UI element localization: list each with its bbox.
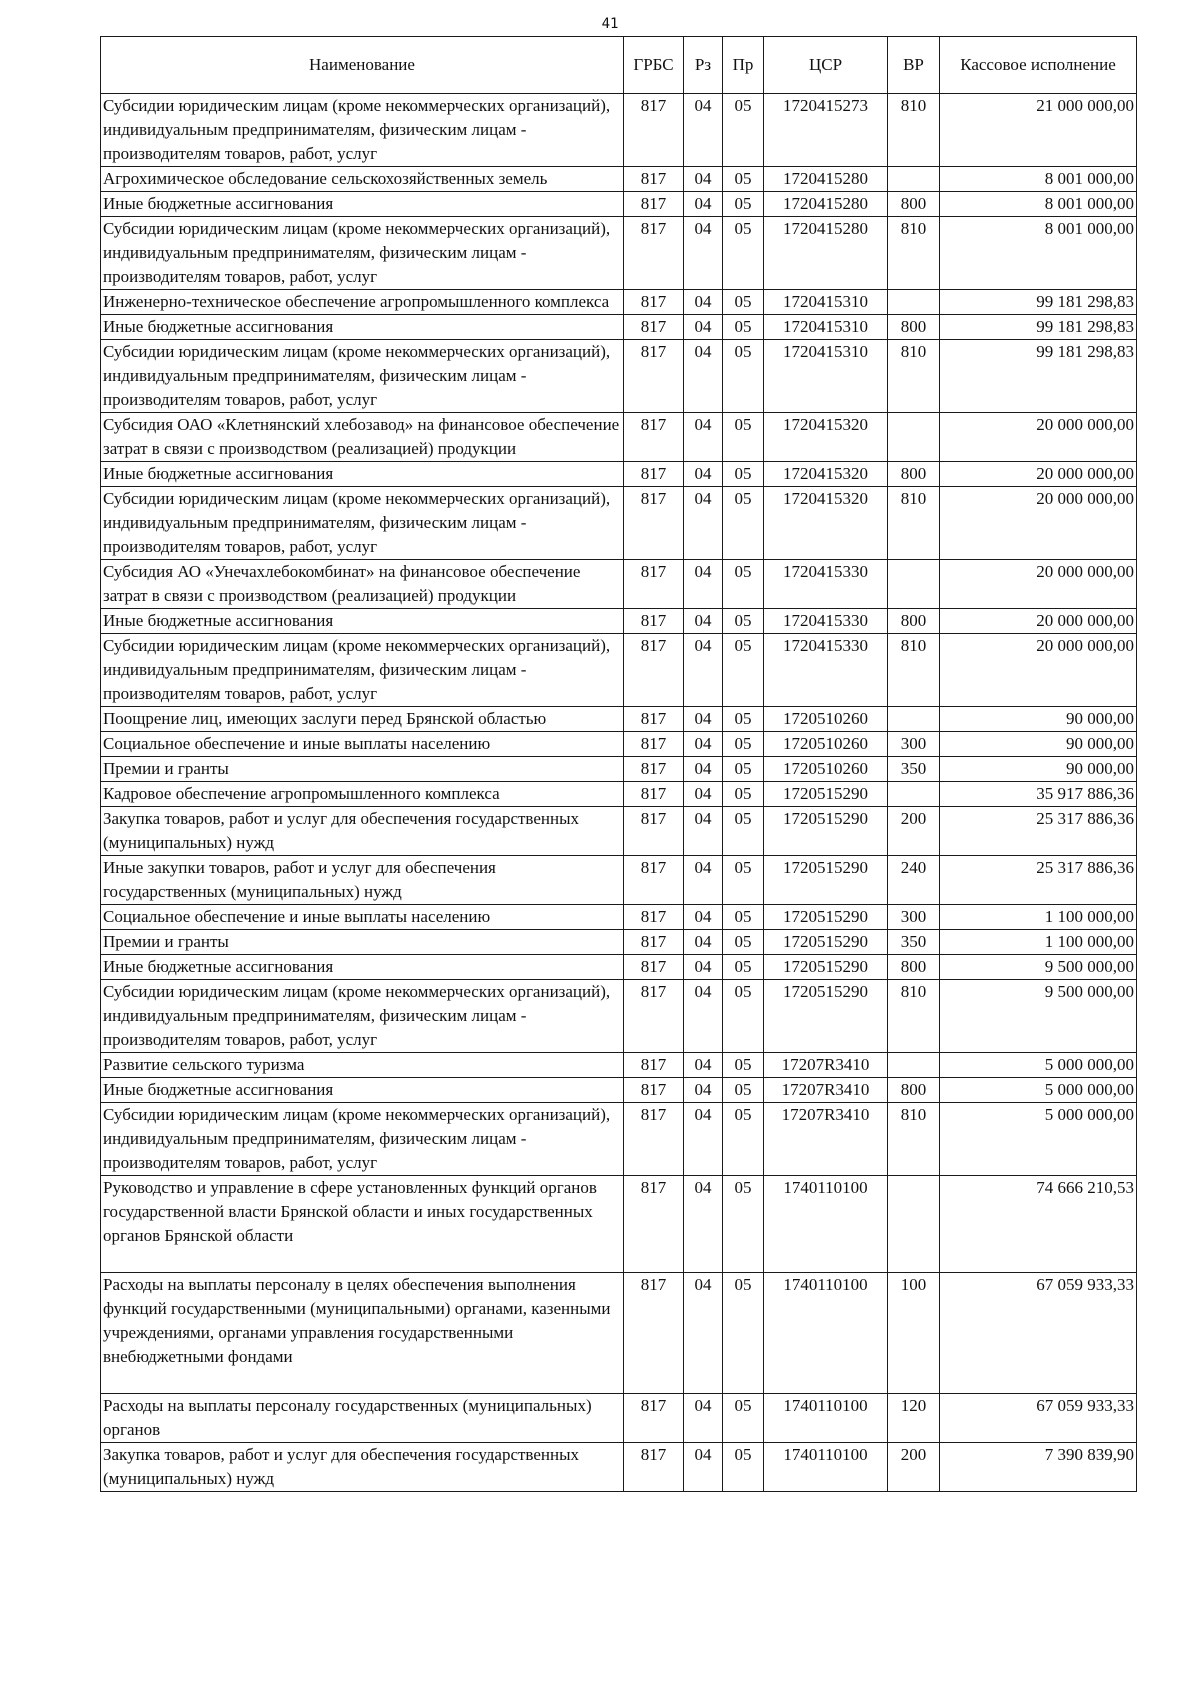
- table-row: [101, 1394, 1137, 1443]
- cell-grbs: 817: [624, 1176, 684, 1273]
- cell-sum: 1 100 000,00: [940, 930, 1137, 955]
- cell-rz: 04: [684, 290, 723, 315]
- cell-pr: 05: [723, 340, 764, 413]
- header-rz: Рз: [684, 37, 723, 94]
- cell-pr: 05: [723, 413, 764, 462]
- cell-pr: 05: [723, 1273, 764, 1394]
- cell-rz: 04: [684, 167, 723, 192]
- cell-sum: 99 181 298,83: [940, 290, 1137, 315]
- cell-csr: 1720515290: [764, 856, 888, 905]
- cell-vr: 240: [888, 856, 940, 905]
- cell-pr: 05: [723, 609, 764, 634]
- cell-rz: 04: [684, 1078, 723, 1103]
- cell-vr: [888, 413, 940, 462]
- cell-name: Иные бюджетные ассигнования: [101, 1078, 624, 1103]
- cell-rz: 04: [684, 930, 723, 955]
- cell-pr: 05: [723, 757, 764, 782]
- cell-rz: 04: [684, 487, 723, 560]
- cell-vr: 350: [888, 757, 940, 782]
- cell-csr: 1740110100: [764, 1394, 888, 1443]
- cell-pr: 05: [723, 856, 764, 905]
- cell-name: Поощрение лиц, имеющих заслуги перед Брянской областью: [101, 707, 624, 732]
- cell-name: Руководство и управление в сфере установленных функций органов государственной власти Брянской области и иных государственных органов Брянской области: [101, 1176, 624, 1273]
- cell-sum: 90 000,00: [940, 707, 1137, 732]
- cell-name: Субсидии юридическим лицам (кроме некоммерческих организаций), индивидуальным предпринимателям, физическим лицам - производителям товаров, работ, услуг: [101, 634, 624, 707]
- cell-grbs: 817: [624, 980, 684, 1053]
- table-body: [101, 94, 1137, 1492]
- table-row: [101, 707, 1137, 732]
- cell-name: Развитие сельского туризма: [101, 1053, 624, 1078]
- cell-pr: 05: [723, 315, 764, 340]
- cell-name: Премии и гранты: [101, 930, 624, 955]
- cell-grbs: 817: [624, 413, 684, 462]
- header-pr: Пр: [723, 37, 764, 94]
- cell-csr: 1720415280: [764, 167, 888, 192]
- cell-name: Агрохимическое обследование сельскохозяйственных земель: [101, 167, 624, 192]
- cell-pr: 05: [723, 217, 764, 290]
- cell-csr: 17207R3410: [764, 1078, 888, 1103]
- cell-sum: 20 000 000,00: [940, 487, 1137, 560]
- cell-rz: 04: [684, 94, 723, 167]
- cell-vr: 120: [888, 1394, 940, 1443]
- cell-pr: 05: [723, 930, 764, 955]
- cell-grbs: 817: [624, 905, 684, 930]
- cell-sum: 8 001 000,00: [940, 192, 1137, 217]
- cell-name: Премии и гранты: [101, 757, 624, 782]
- cell-pr: 05: [723, 167, 764, 192]
- cell-grbs: 817: [624, 1078, 684, 1103]
- cell-pr: 05: [723, 1078, 764, 1103]
- cell-name: Кадровое обеспечение агропромышленного комплекса: [101, 782, 624, 807]
- cell-name: Расходы на выплаты персоналу государственных (муниципальных) органов: [101, 1394, 624, 1443]
- header-name: Наименование: [101, 37, 624, 94]
- cell-sum: 20 000 000,00: [940, 634, 1137, 707]
- cell-rz: 04: [684, 856, 723, 905]
- cell-name: Иные бюджетные ассигнования: [101, 315, 624, 340]
- table-row: [101, 340, 1137, 413]
- header-csr: ЦСР: [764, 37, 888, 94]
- cell-pr: 05: [723, 905, 764, 930]
- cell-sum: 5 000 000,00: [940, 1053, 1137, 1078]
- cell-sum: 5 000 000,00: [940, 1078, 1137, 1103]
- table-header: [101, 37, 1137, 94]
- table-row: [101, 757, 1137, 782]
- cell-csr: 1720415280: [764, 192, 888, 217]
- cell-sum: 8 001 000,00: [940, 167, 1137, 192]
- cell-sum: 20 000 000,00: [940, 609, 1137, 634]
- table-row: [101, 315, 1137, 340]
- cell-pr: 05: [723, 782, 764, 807]
- cell-vr: 800: [888, 609, 940, 634]
- cell-sum: 9 500 000,00: [940, 955, 1137, 980]
- cell-sum: 99 181 298,83: [940, 340, 1137, 413]
- cell-grbs: 817: [624, 1394, 684, 1443]
- table-row: [101, 609, 1137, 634]
- cell-sum: 35 917 886,36: [940, 782, 1137, 807]
- cell-grbs: 817: [624, 1053, 684, 1078]
- cell-pr: 05: [723, 1394, 764, 1443]
- table-row: [101, 856, 1137, 905]
- cell-rz: 04: [684, 1176, 723, 1273]
- cell-csr: 1720415320: [764, 487, 888, 560]
- cell-grbs: 817: [624, 1273, 684, 1394]
- cell-grbs: 817: [624, 732, 684, 757]
- page-number: 41: [601, 16, 619, 32]
- cell-csr: 1720510260: [764, 732, 888, 757]
- cell-grbs: 817: [624, 955, 684, 980]
- cell-sum: 90 000,00: [940, 732, 1137, 757]
- cell-rz: 04: [684, 732, 723, 757]
- table-row: [101, 1273, 1137, 1394]
- cell-rz: 04: [684, 782, 723, 807]
- cell-grbs: 817: [624, 707, 684, 732]
- cell-sum: 5 000 000,00: [940, 1103, 1137, 1176]
- cell-name: Иные бюджетные ассигнования: [101, 192, 624, 217]
- cell-pr: 05: [723, 290, 764, 315]
- cell-vr: [888, 167, 940, 192]
- cell-rz: 04: [684, 1273, 723, 1394]
- cell-sum: 7 390 839,90: [940, 1443, 1137, 1492]
- cell-rz: 04: [684, 340, 723, 413]
- cell-rz: 04: [684, 560, 723, 609]
- cell-csr: 1720515290: [764, 905, 888, 930]
- cell-grbs: 817: [624, 487, 684, 560]
- table-row: [101, 930, 1137, 955]
- cell-pr: 05: [723, 1443, 764, 1492]
- cell-csr: 1720415320: [764, 413, 888, 462]
- cell-grbs: 817: [624, 94, 684, 167]
- cell-sum: 20 000 000,00: [940, 560, 1137, 609]
- cell-grbs: 817: [624, 930, 684, 955]
- cell-grbs: 817: [624, 609, 684, 634]
- cell-pr: 05: [723, 707, 764, 732]
- cell-name: Социальное обеспечение и иные выплаты населению: [101, 732, 624, 757]
- cell-pr: 05: [723, 94, 764, 167]
- cell-csr: 1720415320: [764, 462, 888, 487]
- cell-pr: 05: [723, 1176, 764, 1273]
- cell-grbs: 817: [624, 560, 684, 609]
- cell-pr: 05: [723, 192, 764, 217]
- cell-csr: 1720515290: [764, 930, 888, 955]
- cell-vr: 810: [888, 340, 940, 413]
- cell-sum: 25 317 886,36: [940, 856, 1137, 905]
- header-sum: Кассовое исполнение: [940, 37, 1137, 94]
- cell-rz: 04: [684, 707, 723, 732]
- table-row: [101, 290, 1137, 315]
- cell-pr: 05: [723, 807, 764, 856]
- cell-name: Иные бюджетные ассигнования: [101, 462, 624, 487]
- cell-csr: 1740110100: [764, 1176, 888, 1273]
- cell-sum: 1 100 000,00: [940, 905, 1137, 930]
- cell-name: Инженерно-техническое обеспечение агропромышленного комплекса: [101, 290, 624, 315]
- cell-name: Иные закупки товаров, работ и услуг для обеспечения государственных (муниципальных) нужд: [101, 856, 624, 905]
- cell-sum: 90 000,00: [940, 757, 1137, 782]
- cell-name: Субсидии юридическим лицам (кроме некоммерческих организаций), индивидуальным предпринимателям, физическим лицам - производителям товаров, работ, услуг: [101, 980, 624, 1053]
- cell-name: Иные бюджетные ассигнования: [101, 955, 624, 980]
- cell-vr: 100: [888, 1273, 940, 1394]
- cell-vr: [888, 707, 940, 732]
- cell-pr: 05: [723, 980, 764, 1053]
- cell-name: Субсидии юридическим лицам (кроме некоммерческих организаций), индивидуальным предпринимателям, физическим лицам - производителям товаров, работ, услуг: [101, 340, 624, 413]
- cell-csr: 1720515290: [764, 955, 888, 980]
- cell-pr: 05: [723, 634, 764, 707]
- cell-sum: 67 059 933,33: [940, 1273, 1137, 1394]
- budget-execution-table: [100, 36, 1137, 1492]
- cell-sum: 20 000 000,00: [940, 462, 1137, 487]
- cell-name: Субсидия ОАО «Клетнянский хлебозавод» на финансовое обеспечение затрат в связи с производством (реализацией) продукции: [101, 413, 624, 462]
- table-row: [101, 217, 1137, 290]
- cell-csr: 1740110100: [764, 1443, 888, 1492]
- header-row: [101, 37, 1137, 94]
- cell-grbs: 817: [624, 315, 684, 340]
- table-row: [101, 634, 1137, 707]
- cell-vr: 810: [888, 217, 940, 290]
- cell-csr: 1720415310: [764, 315, 888, 340]
- cell-name: Расходы на выплаты персоналу в целях обеспечения выполнения функций государственными (муниципальными) органами, казенными учреждениями, органами управления государственными внебюджетными фондами: [101, 1273, 624, 1394]
- table-row: [101, 905, 1137, 930]
- cell-name: Субсидии юридическим лицам (кроме некоммерческих организаций), индивидуальным предпринимателям, физическим лицам - производителям товаров, работ, услуг: [101, 94, 624, 167]
- cell-sum: 67 059 933,33: [940, 1394, 1137, 1443]
- cell-pr: 05: [723, 1103, 764, 1176]
- cell-grbs: 817: [624, 634, 684, 707]
- cell-vr: 810: [888, 634, 940, 707]
- cell-sum: 25 317 886,36: [940, 807, 1137, 856]
- cell-vr: 800: [888, 955, 940, 980]
- cell-name: Закупка товаров, работ и услуг для обеспечения государственных (муниципальных) нужд: [101, 1443, 624, 1492]
- cell-sum: 21 000 000,00: [940, 94, 1137, 167]
- cell-rz: 04: [684, 757, 723, 782]
- cell-csr: 1720415310: [764, 290, 888, 315]
- table-row: [101, 955, 1137, 980]
- cell-vr: [888, 560, 940, 609]
- cell-grbs: 817: [624, 290, 684, 315]
- cell-csr: 1720510260: [764, 757, 888, 782]
- cell-rz: 04: [684, 955, 723, 980]
- cell-rz: 04: [684, 192, 723, 217]
- cell-csr: 17207R3410: [764, 1053, 888, 1078]
- cell-csr: 1720510260: [764, 707, 888, 732]
- cell-sum: 74 666 210,53: [940, 1176, 1137, 1273]
- table-row: [101, 1078, 1137, 1103]
- header-vr: ВР: [888, 37, 940, 94]
- table-row: [101, 487, 1137, 560]
- cell-rz: 04: [684, 1394, 723, 1443]
- cell-csr: 1720515290: [764, 782, 888, 807]
- table-row: [101, 980, 1137, 1053]
- table-row: [101, 94, 1137, 167]
- cell-pr: 05: [723, 955, 764, 980]
- cell-rz: 04: [684, 980, 723, 1053]
- cell-sum: 9 500 000,00: [940, 980, 1137, 1053]
- cell-rz: 04: [684, 217, 723, 290]
- cell-name: Закупка товаров, работ и услуг для обеспечения государственных (муниципальных) нужд: [101, 807, 624, 856]
- table-row: [101, 1103, 1137, 1176]
- cell-vr: 800: [888, 315, 940, 340]
- cell-rz: 04: [684, 905, 723, 930]
- header-grbs: ГРБС: [624, 37, 684, 94]
- cell-pr: 05: [723, 732, 764, 757]
- cell-pr: 05: [723, 560, 764, 609]
- cell-name: Социальное обеспечение и иные выплаты населению: [101, 905, 624, 930]
- cell-csr: 1720515290: [764, 980, 888, 1053]
- cell-csr: 1720415330: [764, 560, 888, 609]
- cell-vr: 300: [888, 905, 940, 930]
- cell-vr: 800: [888, 462, 940, 487]
- cell-grbs: 817: [624, 807, 684, 856]
- cell-vr: [888, 1176, 940, 1273]
- cell-sum: 20 000 000,00: [940, 413, 1137, 462]
- table-row: [101, 192, 1137, 217]
- table-row: [101, 1176, 1137, 1273]
- cell-pr: 05: [723, 462, 764, 487]
- table-row: [101, 1443, 1137, 1492]
- cell-rz: 04: [684, 1053, 723, 1078]
- cell-vr: 800: [888, 192, 940, 217]
- table-row: [101, 413, 1137, 462]
- cell-rz: 04: [684, 1443, 723, 1492]
- table-row: [101, 807, 1137, 856]
- cell-grbs: 817: [624, 1443, 684, 1492]
- cell-vr: 810: [888, 94, 940, 167]
- cell-vr: 200: [888, 1443, 940, 1492]
- cell-grbs: 817: [624, 757, 684, 782]
- cell-rz: 04: [684, 634, 723, 707]
- cell-name: Субсидии юридическим лицам (кроме некоммерческих организаций), индивидуальным предпринимателям, физическим лицам - производителям товаров, работ, услуг: [101, 1103, 624, 1176]
- cell-vr: 810: [888, 1103, 940, 1176]
- cell-vr: 810: [888, 487, 940, 560]
- cell-rz: 04: [684, 609, 723, 634]
- cell-grbs: 817: [624, 340, 684, 413]
- table-row: [101, 560, 1137, 609]
- table-row: [101, 1053, 1137, 1078]
- cell-csr: 1720415310: [764, 340, 888, 413]
- cell-rz: 04: [684, 413, 723, 462]
- cell-csr: 17207R3410: [764, 1103, 888, 1176]
- cell-vr: [888, 782, 940, 807]
- cell-sum: 8 001 000,00: [940, 217, 1137, 290]
- cell-name: Субсидии юридическим лицам (кроме некоммерческих организаций), индивидуальным предпринимателям, физическим лицам - производителям товаров, работ, услуг: [101, 487, 624, 560]
- cell-grbs: 817: [624, 217, 684, 290]
- cell-rz: 04: [684, 315, 723, 340]
- cell-csr: 1720415280: [764, 217, 888, 290]
- cell-csr: 1720515290: [764, 807, 888, 856]
- table-row: [101, 167, 1137, 192]
- cell-grbs: 817: [624, 167, 684, 192]
- cell-csr: 1720415273: [764, 94, 888, 167]
- cell-rz: 04: [684, 1103, 723, 1176]
- cell-vr: 810: [888, 980, 940, 1053]
- cell-sum: 99 181 298,83: [940, 315, 1137, 340]
- cell-vr: 800: [888, 1078, 940, 1103]
- table-row: [101, 782, 1137, 807]
- cell-csr: 1740110100: [764, 1273, 888, 1394]
- cell-grbs: 817: [624, 462, 684, 487]
- cell-rz: 04: [684, 807, 723, 856]
- cell-name: Субсидии юридическим лицам (кроме некоммерческих организаций), индивидуальным предпринимателям, физическим лицам - производителям товаров, работ, услуг: [101, 217, 624, 290]
- cell-grbs: 817: [624, 856, 684, 905]
- cell-vr: 200: [888, 807, 940, 856]
- cell-grbs: 817: [624, 782, 684, 807]
- cell-csr: 1720415330: [764, 609, 888, 634]
- cell-grbs: 817: [624, 1103, 684, 1176]
- table-row: [101, 462, 1137, 487]
- cell-vr: [888, 290, 940, 315]
- cell-pr: 05: [723, 487, 764, 560]
- cell-vr: [888, 1053, 940, 1078]
- cell-rz: 04: [684, 462, 723, 487]
- cell-csr: 1720415330: [764, 634, 888, 707]
- cell-name: Иные бюджетные ассигнования: [101, 609, 624, 634]
- cell-pr: 05: [723, 1053, 764, 1078]
- cell-vr: 300: [888, 732, 940, 757]
- cell-vr: 350: [888, 930, 940, 955]
- table-row: [101, 732, 1137, 757]
- cell-name: Субсидия АО «Унечахлебокомбинат» на финансовое обеспечение затрат в связи с производством (реализацией) продукции: [101, 560, 624, 609]
- cell-grbs: 817: [624, 192, 684, 217]
